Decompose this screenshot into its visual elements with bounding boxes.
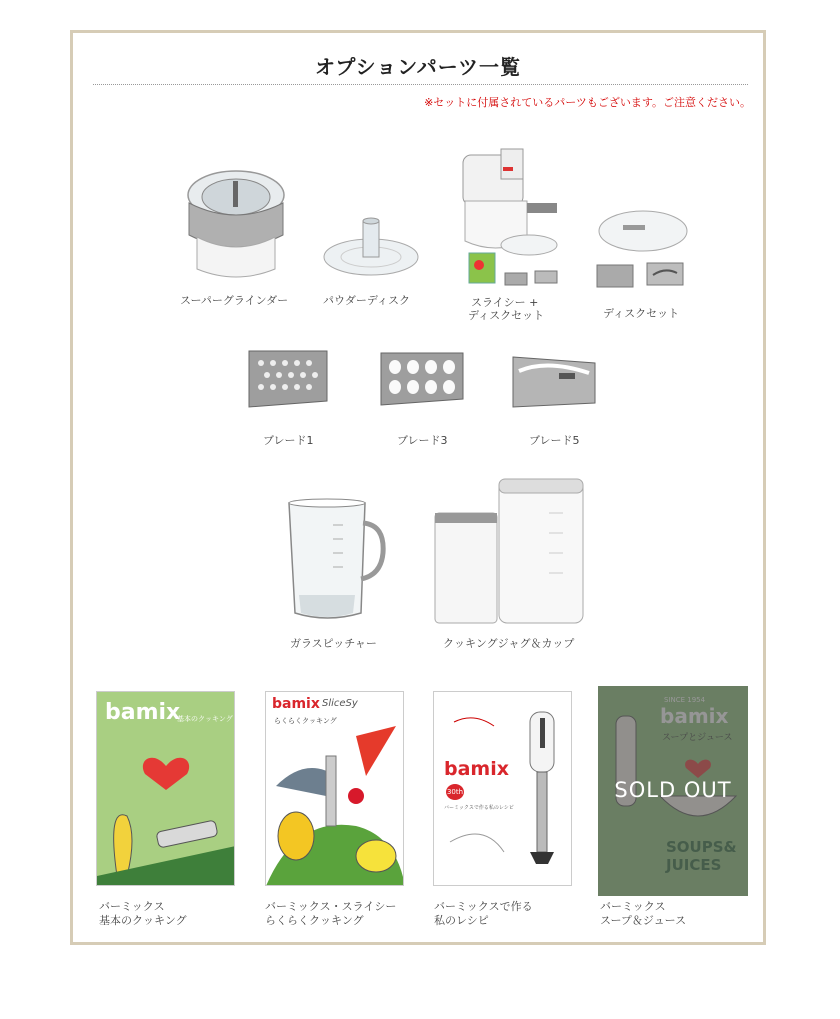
powder-disc-caption: パウダーディスク: [323, 294, 411, 307]
book2-caption-line1: バーミックス・スライシー: [265, 900, 397, 913]
blade3-caption: ブレード3: [397, 434, 448, 447]
slicer-caption-line1: スライシー +: [471, 296, 539, 309]
page-title: オプションパーツ一覧: [315, 55, 521, 79]
super-grinder-image[interactable]: [181, 165, 291, 283]
disc-set-image[interactable]: [591, 205, 691, 295]
glass-pitcher-caption: ガラスピッチャー: [290, 637, 377, 650]
book-basic-brand: bamix: [105, 700, 181, 725]
slicer-caption-line2: ディスクセット: [468, 309, 545, 322]
book2-caption-line2: らくらくクッキング: [265, 914, 364, 927]
book-basic-cooking[interactable]: [96, 691, 235, 886]
disc-set-caption: ディスクセット: [603, 307, 680, 320]
book-slicesy-subtitle: らくらくクッキング: [274, 717, 337, 725]
options-panel: [70, 30, 766, 945]
book3-caption-line2: 私のレシピ: [434, 914, 489, 927]
book1-caption-line2: 基本のクッキング: [99, 914, 187, 927]
book-recipe-brand: bamix: [444, 758, 509, 780]
powder-disc-image[interactable]: [321, 215, 421, 281]
book-recipe-subtitle: バーミックスで作る私のレシピ: [444, 805, 514, 811]
book3-caption-line1: バーミックスで作る: [434, 900, 533, 913]
book-recipe-badge: 30th: [446, 784, 464, 800]
book4-caption-line2: スープ＆ジュース: [600, 914, 687, 927]
slicer-disc-set-image[interactable]: [455, 145, 585, 295]
super-grinder-caption: スーパーグラインダー: [180, 294, 289, 307]
title-divider: [93, 84, 748, 85]
blade5-image[interactable]: [507, 349, 601, 411]
book-basic-illustration: [97, 746, 235, 886]
book-slicesy-brand2: SliceSy: [322, 698, 358, 709]
blade1-image[interactable]: [241, 347, 333, 411]
blade5-caption: ブレード5: [529, 434, 580, 447]
book1-caption-line1: バーミックス: [99, 900, 165, 913]
notice-text: ※セットに付属されているパーツもございます。ご注意ください。: [424, 96, 751, 109]
book-my-recipe[interactable]: [433, 691, 572, 886]
book-recipe-illustration: [434, 692, 572, 886]
jug-cup-caption: クッキングジャグ＆カップ: [443, 637, 575, 650]
book-slicesy-cooking[interactable]: [265, 691, 404, 886]
book-slicesy-illustration: [266, 726, 404, 886]
book-slicesy-brand: bamix: [272, 696, 320, 712]
blade1-caption: ブレード1: [263, 434, 314, 447]
cooking-jug-cup-image[interactable]: [429, 473, 589, 629]
book-basic-subtitle: 基本のクッキング: [177, 715, 233, 723]
book4-caption-line1: バーミックス: [600, 900, 666, 913]
glass-pitcher-image[interactable]: [281, 495, 393, 627]
sold-out-label: SOLD OUT: [614, 778, 732, 802]
book-soups-juices[interactable]: [598, 686, 748, 896]
blade3-image[interactable]: [375, 347, 467, 411]
